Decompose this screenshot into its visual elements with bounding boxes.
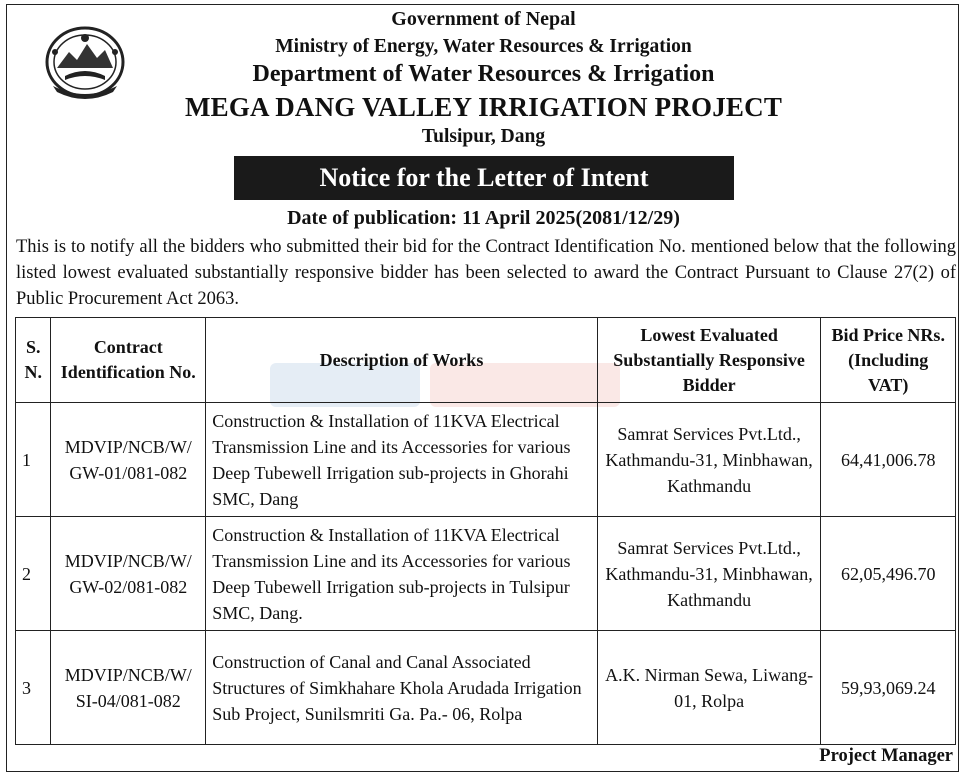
cell-price: 59,93,069.24 bbox=[821, 631, 956, 745]
signoff-project-manager: Project Manager bbox=[819, 746, 953, 766]
header-price: Bid Price NRs. (Including VAT) bbox=[821, 318, 956, 403]
header-bidder: Lowest Evaluated Substantially Responsive Bidder bbox=[597, 318, 821, 403]
cell-bidder: Samrat Services Pvt.Ltd., Kathmandu-31, Minbhawan, Kathmandu bbox=[597, 403, 821, 517]
table-row bbox=[16, 517, 956, 631]
cell-bidder: A.K. Nirman Sewa, Liwang-01, Rolpa bbox=[597, 631, 821, 745]
table-row bbox=[16, 631, 956, 745]
ministry-heading: Ministry of Energy, Water Resources & Irrigation bbox=[275, 36, 692, 57]
notice-title: Notice for the Letter of Intent bbox=[319, 163, 649, 192]
department-heading: Department of Water Resources & Irrigation bbox=[252, 61, 715, 87]
header-contract-id: Contract Identification No. bbox=[51, 318, 206, 403]
cell-description: Construction & Installation of 11KVA Electrical Transmission Line and its Accessories for various Deep Tubewell Irrigation sub-projects in Tulsipur SMC, Dang. bbox=[206, 517, 598, 631]
project-heading: MEGA DANG VALLEY IRRIGATION PROJECT bbox=[184, 92, 783, 122]
table-header-row bbox=[16, 318, 956, 403]
table-row bbox=[16, 403, 956, 517]
cell-description: Construction & Installation of 11KVA Electrical Transmission Line and its Accessories for various Deep Tubewell Irrigation sub-projects in Ghorahi SMC, Dang bbox=[206, 403, 598, 517]
header-sn: S. N. bbox=[16, 318, 51, 403]
cell-sn: 1 bbox=[16, 403, 51, 517]
cell-bidder: Samrat Services Pvt.Ltd., Kathmandu-31, Minbhawan, Kathmandu bbox=[597, 517, 821, 631]
cell-contract-id: MDVIP/NCB/W/ GW-02/081-082 bbox=[51, 517, 206, 631]
cell-description: Construction of Canal and Canal Associated Structures of Simkhahare Khola Arudada Irrigation Sub Project, Sunilsmriti Ga. Pa.- 06, Rolpa bbox=[206, 631, 598, 745]
cell-sn: 2 bbox=[16, 517, 51, 631]
location-heading: Tulsipur, Dang bbox=[421, 126, 546, 147]
government-heading: Government of Nepal bbox=[391, 8, 576, 30]
notice-title-bar bbox=[234, 156, 734, 200]
cell-price: 62,05,496.70 bbox=[821, 517, 956, 631]
header-description: Description of Works bbox=[206, 318, 598, 403]
cell-contract-id: MDVIP/NCB/W/ GW-01/081-082 bbox=[51, 403, 206, 517]
notice-intro-paragraph: This is to notify all the bidders who submitted their bid for the Contract Identification No. mentioned below that the following listed lowest evaluated substantially responsive bidder has been selected to award the Contract Pursuant to Clause 27(2) of Public Procurement Act 2063. bbox=[16, 237, 956, 309]
cell-sn: 3 bbox=[16, 631, 51, 745]
cell-contract-id: MDVIP/NCB/W/ SI-04/081-082 bbox=[51, 631, 206, 745]
cell-price: 64,41,006.78 bbox=[821, 403, 956, 517]
publication-date: Date of publication: 11 April 2025(2081/12/29) bbox=[287, 207, 680, 229]
letter-of-intent-table bbox=[15, 317, 956, 745]
